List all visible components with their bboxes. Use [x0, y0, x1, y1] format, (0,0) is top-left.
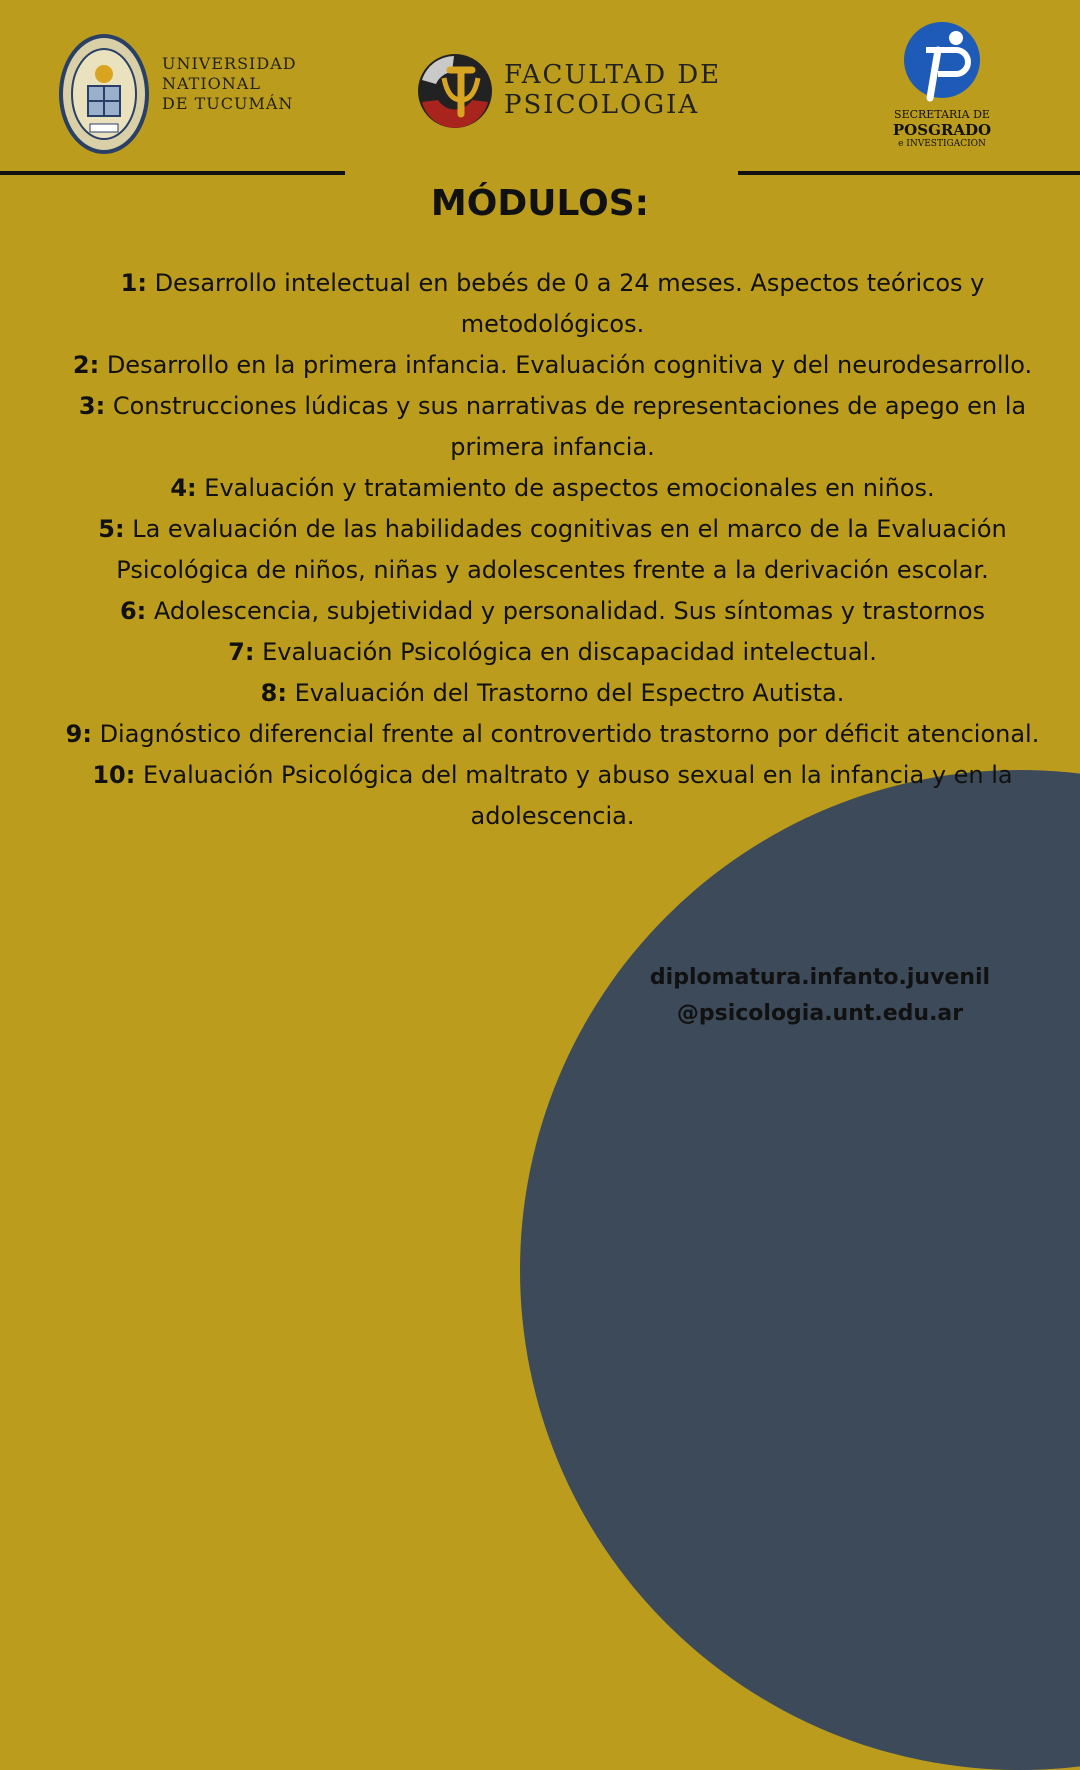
- university-logo: [58, 32, 298, 156]
- module-text: Evaluación Psicológica en discapacidad intelectual.: [262, 638, 877, 666]
- module-text: Diagnóstico diferencial frente al controvertido trastorno por déficit atencional.: [99, 720, 1040, 748]
- module-text: Evaluación del Trastorno del Espectro Autista.: [294, 679, 845, 707]
- module-number: 6:: [119, 597, 147, 625]
- decorative-blob: [520, 770, 1080, 1770]
- module-item: [30, 755, 1075, 837]
- university-line-2: NATIONAL: [162, 74, 261, 93]
- module-number: 10:: [92, 761, 136, 789]
- module-number: 1:: [120, 269, 147, 297]
- module-number: 2:: [72, 351, 100, 379]
- university-line-1: UNIVERSIDAD: [162, 54, 297, 73]
- module-number: 5:: [98, 515, 125, 543]
- module-text: Evaluación y tratamiento de aspectos emocionales en niños.: [204, 474, 935, 502]
- module-number: 8:: [260, 679, 287, 707]
- module-text: Desarrollo en la primera infancia. Evaluación cognitiva y del neurodesarrollo.: [106, 351, 1033, 379]
- module-item: [30, 386, 1075, 468]
- faculty-line-2: PSICOLOGIA: [504, 90, 700, 120]
- module-text: Adolescencia, subjetividad y personalidad. Sus síntomas y trastornos: [153, 597, 986, 625]
- module-number: 7:: [228, 638, 255, 666]
- page-title: MÓDULOS:: [430, 183, 650, 224]
- faculty-logo: [414, 50, 722, 132]
- secretariat-logo: [880, 20, 1004, 160]
- module-item: [30, 714, 1075, 755]
- email-address: @psicologia.unt.edu.ar: [676, 1001, 964, 1026]
- module-item: [30, 509, 1075, 591]
- module-item: [30, 263, 1075, 345]
- module-number: 3:: [78, 392, 106, 420]
- module-item: [30, 591, 1075, 632]
- university-seal-icon: [58, 32, 150, 156]
- secretariat-emblem-icon: [902, 20, 982, 104]
- secretariat-line-3: e INVESTIGACION: [898, 139, 986, 149]
- divider-left: [0, 171, 345, 175]
- secretariat-line-2: POSGRADO: [892, 121, 992, 139]
- divider-right: [738, 171, 1080, 175]
- instagram-handle: diplomatura.infanto.juvenil: [649, 965, 991, 990]
- modules-list: [30, 263, 1075, 837]
- psi-icon: [414, 50, 496, 132]
- module-text: Desarrollo intelectual en bebés de 0 a 24 meses. Aspectos teóricos y metodológicos.: [154, 269, 985, 338]
- secretariat-line-1: SECRETARIA DE: [894, 108, 990, 121]
- module-item: [30, 468, 1075, 509]
- faculty-line-1: FACULTAD DE: [504, 60, 722, 90]
- module-text: Evaluación Psicológica del maltrato y abuso sexual en la infancia y en la adolescencia.: [143, 761, 1013, 830]
- module-item: [30, 632, 1075, 673]
- module-number: 9:: [65, 720, 92, 748]
- module-number: 4:: [170, 474, 197, 502]
- university-line-3: DE TUCUMÁN: [162, 94, 294, 113]
- module-item: [30, 345, 1075, 386]
- contact-info: [560, 960, 1080, 1032]
- module-text: La evaluación de las habilidades cognitivas en el marco de la Evaluación Psicológica de niños, niñas y adolescentes frente a la derivación escolar.: [116, 515, 1007, 584]
- module-text: Construcciones lúdicas y sus narrativas de representaciones de apego en la primera infancia.: [112, 392, 1027, 461]
- module-item: [30, 673, 1075, 714]
